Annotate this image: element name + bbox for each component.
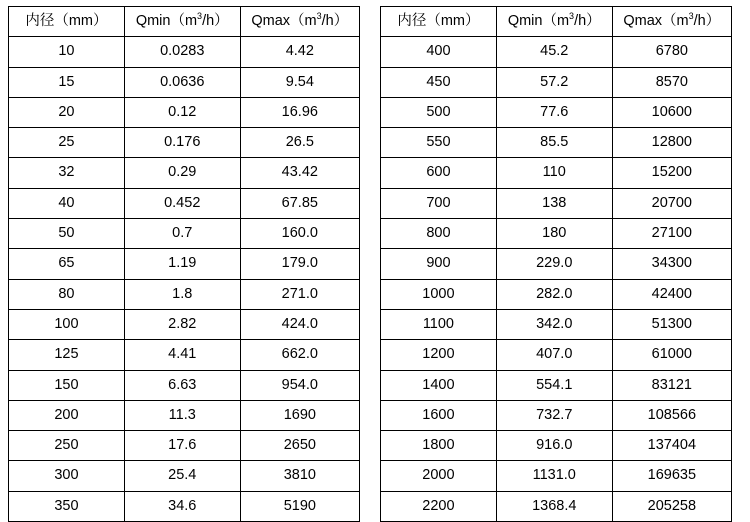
cell-qmin: 0.0636 (124, 67, 240, 97)
cell-qmax: 6780 (612, 37, 731, 67)
cell-qmax: 4.42 (240, 37, 359, 67)
cell-inner-diameter: 800 (381, 219, 497, 249)
cell-qmin: 77.6 (496, 97, 612, 127)
cell-qmax: 15200 (612, 158, 731, 188)
cell-inner-diameter: 50 (9, 219, 125, 249)
cell-inner-diameter: 2000 (381, 461, 497, 491)
column-header-inner-diameter-label: 内径（mm） (25, 13, 108, 29)
cell-qmin: 229.0 (496, 249, 612, 279)
table-row (381, 309, 732, 339)
cell-inner-diameter: 250 (9, 431, 125, 461)
right-table-body (381, 37, 732, 522)
left-flow-table (8, 6, 360, 522)
cell-inner-diameter: 150 (9, 370, 125, 400)
table-row (9, 97, 360, 127)
table-row (9, 158, 360, 188)
table-row (381, 219, 732, 249)
table-row (9, 491, 360, 521)
cell-qmax: 27100 (612, 219, 731, 249)
cell-qmin: 0.29 (124, 158, 240, 188)
cell-qmax: 179.0 (240, 249, 359, 279)
qmax-unit-suffix: /h） (321, 13, 349, 29)
cell-qmin: 0.12 (124, 97, 240, 127)
cell-qmax: 205258 (612, 491, 731, 521)
table-row (9, 431, 360, 461)
cell-qmin: 916.0 (496, 431, 612, 461)
cell-inner-diameter: 1200 (381, 340, 497, 370)
cell-qmin: 4.41 (124, 340, 240, 370)
cell-qmin: 0.0283 (124, 37, 240, 67)
table-row (9, 279, 360, 309)
left-table-body (9, 37, 360, 522)
cell-qmax: 2650 (240, 431, 359, 461)
table-row (9, 128, 360, 158)
cell-qmin: 34.6 (124, 491, 240, 521)
column-header-qmax (612, 7, 731, 37)
column-header-inner-diameter-label: 内径（mm） (397, 13, 480, 29)
cell-qmax: 10600 (612, 97, 731, 127)
cell-inner-diameter: 10 (9, 37, 125, 67)
cell-inner-diameter: 200 (9, 400, 125, 430)
cell-qmin: 0.452 (124, 188, 240, 218)
cell-qmax: 5190 (240, 491, 359, 521)
cell-qmin: 110 (496, 158, 612, 188)
table-row (381, 279, 732, 309)
cell-inner-diameter: 700 (381, 188, 497, 218)
column-header-inner-diameter (381, 7, 497, 37)
table-row (381, 158, 732, 188)
qmin-unit-exponent: 3 (569, 11, 575, 22)
cell-qmin: 85.5 (496, 128, 612, 158)
cell-qmin: 180 (496, 219, 612, 249)
cell-inner-diameter: 300 (9, 461, 125, 491)
cell-inner-diameter: 125 (9, 340, 125, 370)
table-row (381, 340, 732, 370)
qmin-unit-suffix: /h） (202, 13, 229, 29)
qmax-prefix: Qmax（m (623, 13, 689, 29)
table-row (9, 461, 360, 491)
cell-inner-diameter: 80 (9, 279, 125, 309)
cell-qmax: 51300 (612, 309, 731, 339)
column-header-inner-diameter (9, 7, 125, 37)
qmax-unit-exponent: 3 (316, 11, 322, 22)
cell-qmax: 271.0 (240, 279, 359, 309)
cell-qmax: 9.54 (240, 67, 359, 97)
cell-qmin: 138 (496, 188, 612, 218)
cell-qmin: 1368.4 (496, 491, 612, 521)
cell-inner-diameter: 2200 (381, 491, 497, 521)
cell-inner-diameter: 1000 (381, 279, 497, 309)
cell-qmin: 732.7 (496, 400, 612, 430)
cell-inner-diameter: 500 (381, 97, 497, 127)
cell-inner-diameter: 900 (381, 249, 497, 279)
table-row (381, 37, 732, 67)
column-header-qmin (124, 7, 240, 37)
cell-qmin: 1.8 (124, 279, 240, 309)
cell-qmax: 169635 (612, 461, 731, 491)
qmax-prefix: Qmax（m (251, 13, 317, 29)
cell-qmax: 83121 (612, 370, 731, 400)
table-row (9, 249, 360, 279)
table-row (381, 67, 732, 97)
table-row (381, 249, 732, 279)
column-header-qmin (496, 7, 612, 37)
table-row (381, 128, 732, 158)
cell-qmax: 61000 (612, 340, 731, 370)
cell-inner-diameter: 1800 (381, 431, 497, 461)
cell-qmin: 1.19 (124, 249, 240, 279)
cell-qmin: 554.1 (496, 370, 612, 400)
table-row (9, 219, 360, 249)
cell-qmin: 6.63 (124, 370, 240, 400)
cell-qmax: 20700 (612, 188, 731, 218)
cell-qmin: 11.3 (124, 400, 240, 430)
qmax-unit-suffix: /h） (693, 13, 721, 29)
cell-inner-diameter: 400 (381, 37, 497, 67)
qmin-prefix: Qmin（m (507, 13, 570, 29)
qmin-unit-suffix: /h） (574, 13, 601, 29)
table-row (381, 97, 732, 127)
cell-qmin: 45.2 (496, 37, 612, 67)
cell-qmin: 0.7 (124, 219, 240, 249)
table-row (381, 431, 732, 461)
cell-qmax: 42400 (612, 279, 731, 309)
cell-qmax: 43.42 (240, 158, 359, 188)
cell-inner-diameter: 1400 (381, 370, 497, 400)
cell-qmin: 57.2 (496, 67, 612, 97)
table-row (9, 309, 360, 339)
cell-qmin: 282.0 (496, 279, 612, 309)
cell-inner-diameter: 600 (381, 158, 497, 188)
table-row (381, 400, 732, 430)
cell-qmax: 1690 (240, 400, 359, 430)
qmin-prefix: Qmin（m (135, 13, 198, 29)
cell-inner-diameter: 100 (9, 309, 125, 339)
cell-qmin: 342.0 (496, 309, 612, 339)
table-row (9, 400, 360, 430)
qmin-unit-exponent: 3 (197, 11, 203, 22)
table-row (9, 340, 360, 370)
cell-qmax: 108566 (612, 400, 731, 430)
cell-qmax: 3810 (240, 461, 359, 491)
cell-qmax: 8570 (612, 67, 731, 97)
table-row (9, 370, 360, 400)
cell-inner-diameter: 15 (9, 67, 125, 97)
table-row (9, 37, 360, 67)
cell-qmax: 26.5 (240, 128, 359, 158)
cell-qmin: 2.82 (124, 309, 240, 339)
cell-inner-diameter: 1100 (381, 309, 497, 339)
table-row (9, 188, 360, 218)
table-row (381, 370, 732, 400)
cell-qmax: 954.0 (240, 370, 359, 400)
cell-inner-diameter: 65 (9, 249, 125, 279)
cell-qmax: 34300 (612, 249, 731, 279)
cell-qmin: 0.176 (124, 128, 240, 158)
cell-inner-diameter: 40 (9, 188, 125, 218)
cell-qmax: 137404 (612, 431, 731, 461)
table-row (381, 491, 732, 521)
table-header-row (381, 7, 732, 37)
cell-inner-diameter: 550 (381, 128, 497, 158)
table-header-row (9, 7, 360, 37)
right-flow-table (380, 6, 732, 522)
cell-qmin: 25.4 (124, 461, 240, 491)
table-row (9, 67, 360, 97)
column-header-qmax (240, 7, 359, 37)
cell-qmax: 67.85 (240, 188, 359, 218)
cell-inner-diameter: 450 (381, 67, 497, 97)
cell-inner-diameter: 25 (9, 128, 125, 158)
cell-inner-diameter: 1600 (381, 400, 497, 430)
cell-qmax: 16.96 (240, 97, 359, 127)
cell-qmin: 407.0 (496, 340, 612, 370)
table-row (381, 461, 732, 491)
cell-qmax: 424.0 (240, 309, 359, 339)
cell-qmax: 160.0 (240, 219, 359, 249)
cell-inner-diameter: 20 (9, 97, 125, 127)
cell-qmin: 1131.0 (496, 461, 612, 491)
cell-inner-diameter: 350 (9, 491, 125, 521)
qmax-unit-exponent: 3 (688, 11, 694, 22)
cell-qmin: 17.6 (124, 431, 240, 461)
table-row (381, 188, 732, 218)
cell-qmax: 12800 (612, 128, 731, 158)
cell-inner-diameter: 32 (9, 158, 125, 188)
cell-qmax: 662.0 (240, 340, 359, 370)
